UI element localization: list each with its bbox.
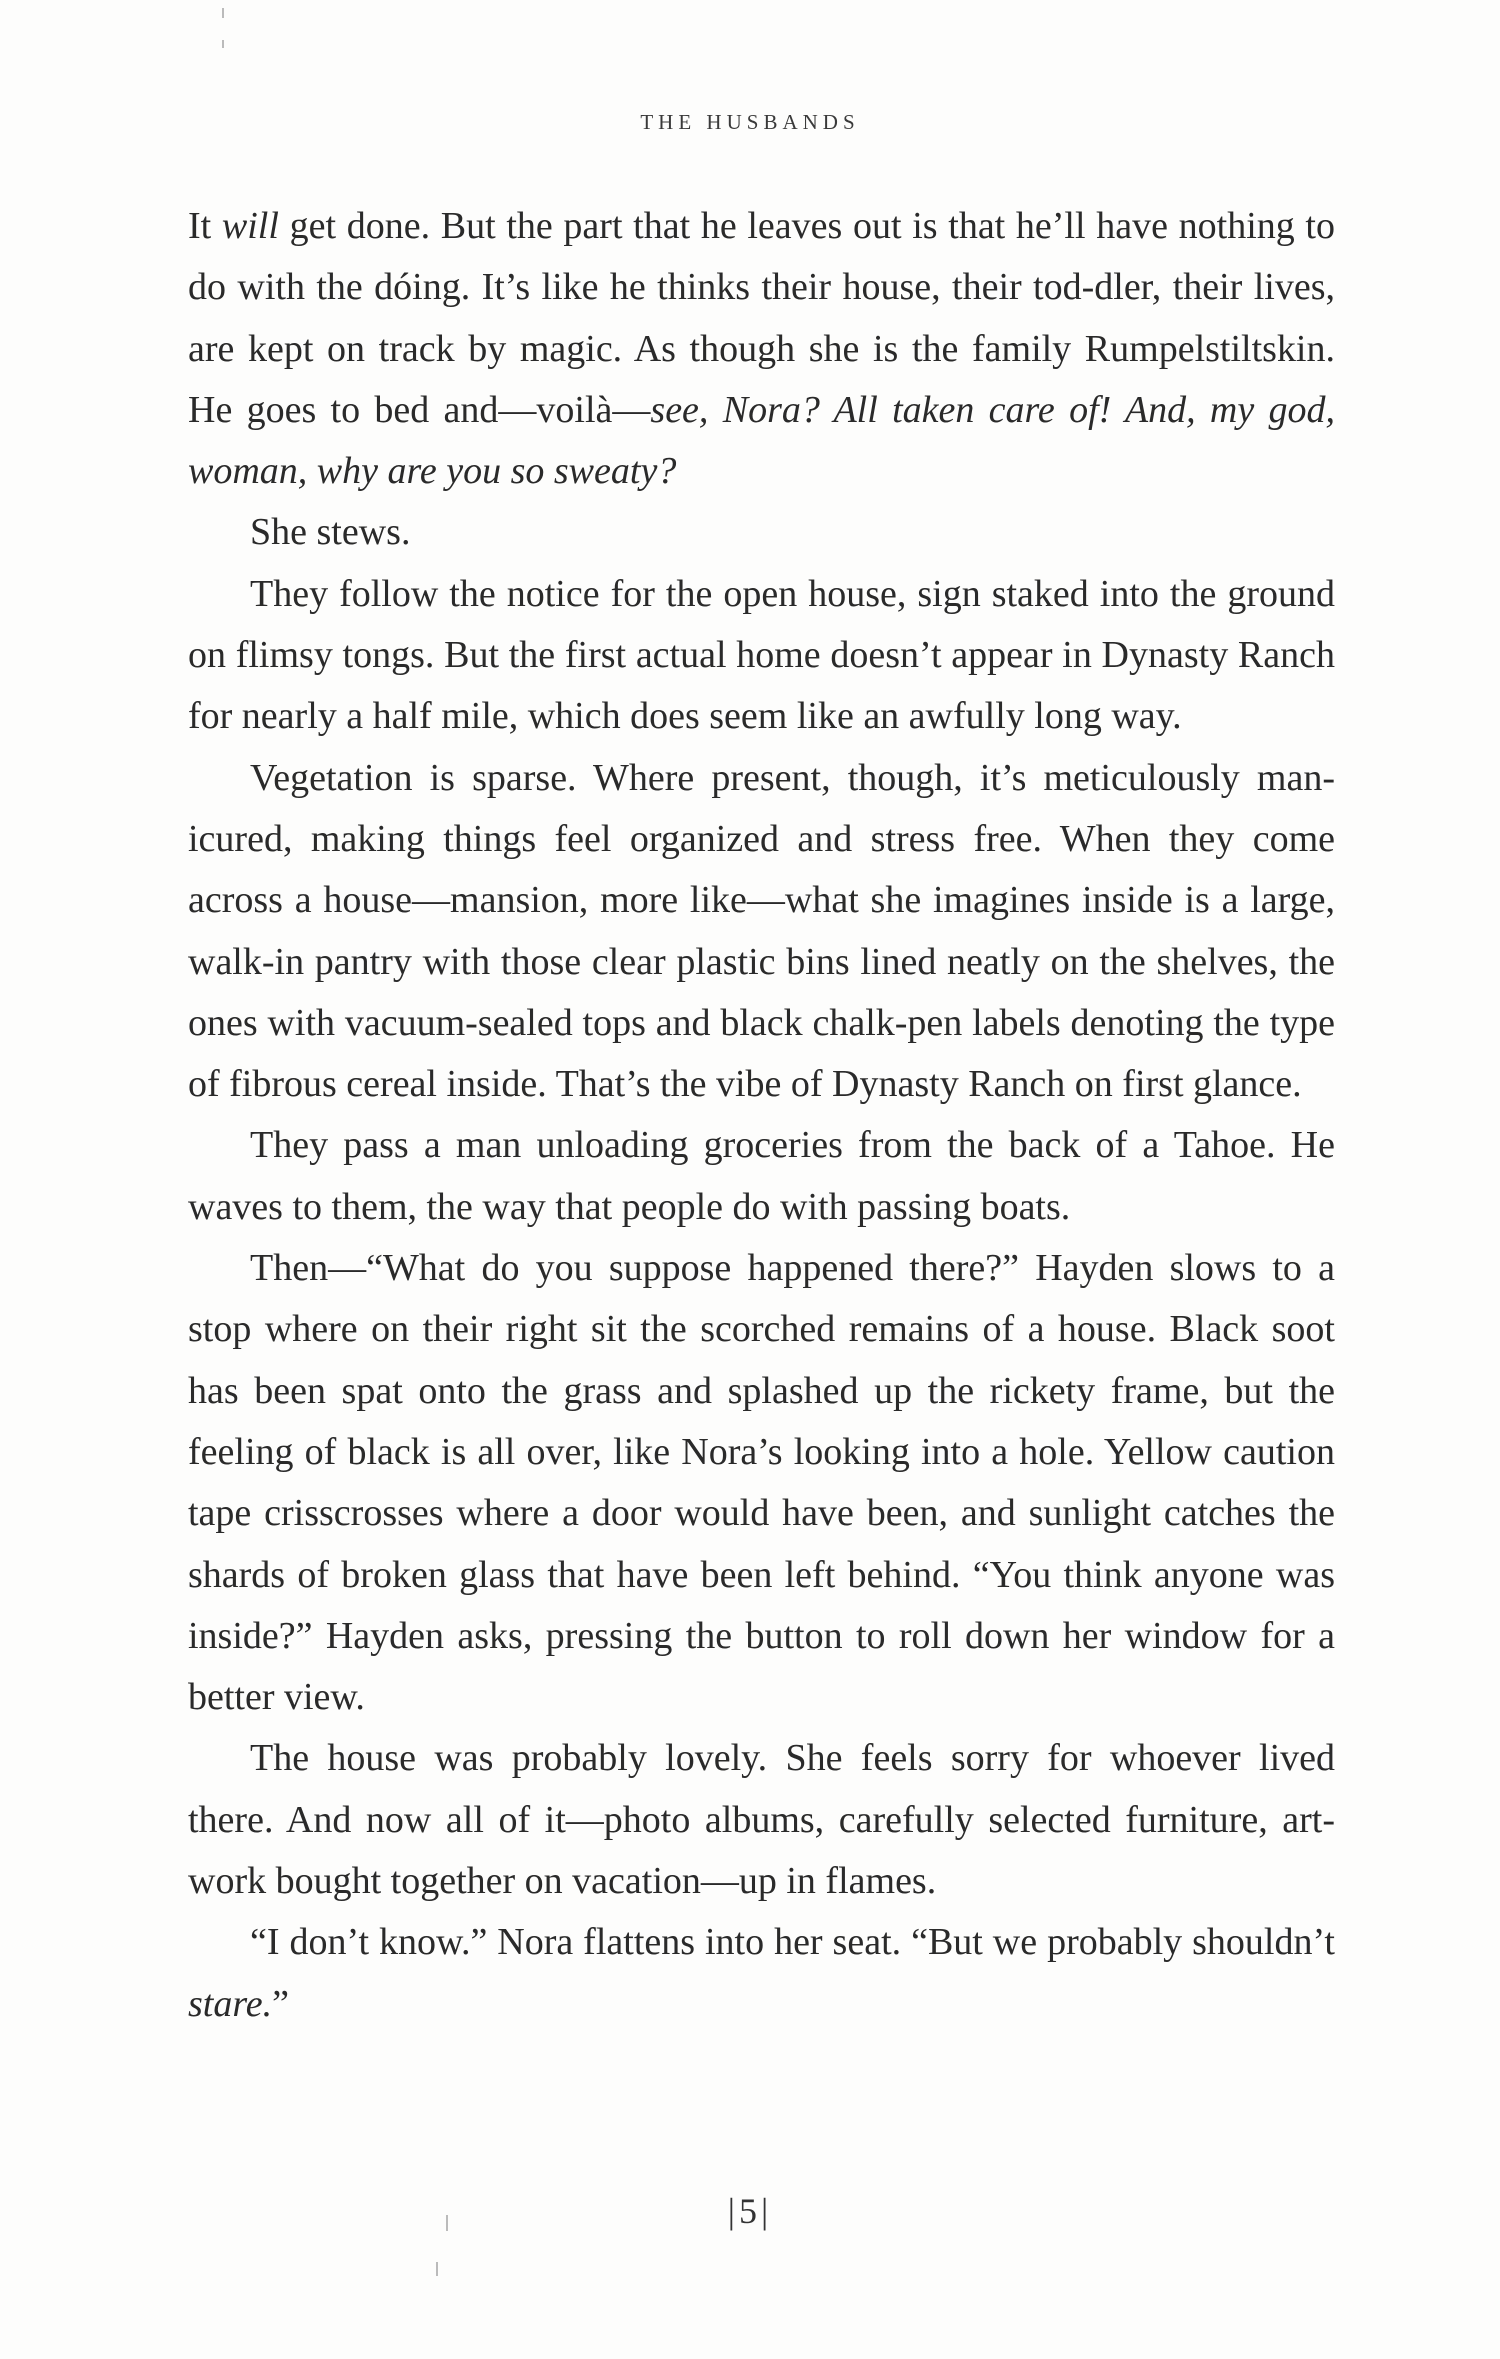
paragraph: They follow the notice for the open house, sign staked into the ground on flimsy tongs. But the first actual home doesn’t appear in Dynasty Ranch for nearly a half mile, which does seem like an awfully long way.	[188, 572, 1335, 738]
page-number: |5|	[727, 2191, 773, 2231]
scan-speck	[436, 2262, 438, 2276]
paragraph: “I don’t know.” Nora flattens into her seat. “But we probably shouldn’t stare.”	[188, 1921, 1335, 2025]
scan-speck	[222, 8, 224, 18]
paragraph: Vegetation is sparse. Where present, though, it’s meticulously man-icured, making things feel organized and stress free. When they come across a house—mansion, more like—what she imagines inside is a large, walk-in pantry with those clear plastic bins lined neatly on the shelves, the ones with vacuum-sealed tops and black chalk-pen labels denoting the type of fibrous cereal inside. That’s the vibe of Dynasty Ranch on first glance.	[188, 756, 1335, 1106]
paragraph: It will get done. But the part that he leaves out is that he’ll have nothing to do with the dóing. It’s like he thinks their house, their tod-dler, their lives, are kept on track by magic. As though she is the family Rumpelstiltskin. He goes to bed and—voilà—see, Nora? All taken care of! And, my god, woman, why are you so sweaty?	[188, 205, 1335, 493]
paragraph: She stews.	[250, 511, 411, 554]
paragraph: They pass a man unloading groceries from the back of a Tahoe. He waves to them, the way that people do with passing boats.	[188, 1124, 1335, 1228]
scan-speck	[222, 40, 224, 48]
paragraph: The house was probably lovely. She feels sorry for whoever lived there. And now all of it—photo albums, carefully selected furniture, art-work bought together on vacation—up in flames.	[188, 1737, 1335, 1903]
running-head: THE HUSBANDS	[640, 110, 860, 134]
paragraph: Then—“What do you suppose happened there?” Hayden slows to a stop where on their right sit the scorched remains of a house. Black soot has been spat onto the grass and splashed up the rickety frame, but the feeling of black is all over, like Nora’s looking into a hole. Yellow caution tape crisscrosses where a door would have been, and sunlight catches the shards of broken glass that have been left behind. “You think anyone was inside?” Hayden asks, pressing the button to roll down her window for a better view.	[188, 1247, 1335, 1719]
body-text	[188, 196, 1335, 2035]
